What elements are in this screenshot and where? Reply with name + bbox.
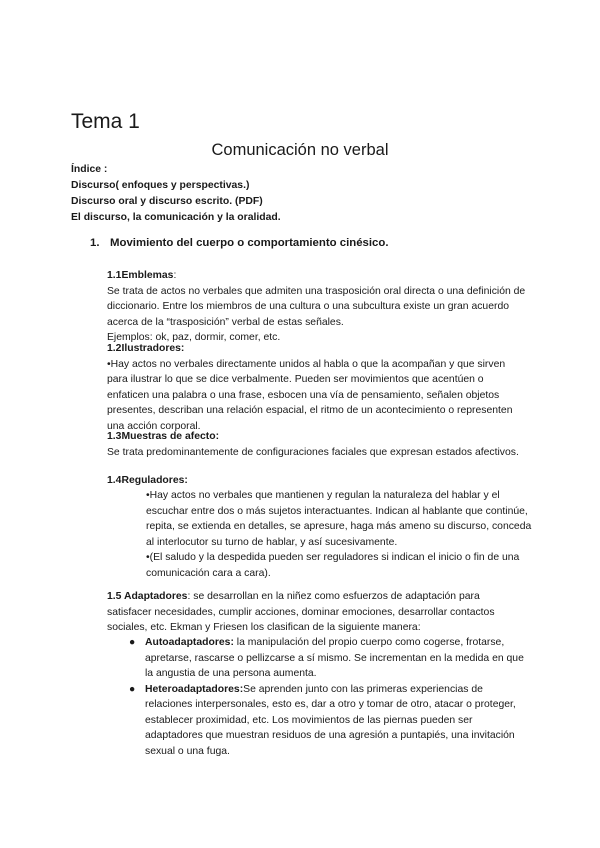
reguladores-text-block [146, 488, 536, 581]
adaptadores-heading: 1.5 Adaptadores [107, 591, 188, 602]
list-item [107, 635, 527, 682]
list-item-text: la manipulación del propio cuerpo como cogerse, frotarse, apretarse, rascarse o pellizcarse a sí mismo. Se incrementan en la medida en que la angustia de una persona aumenta. [145, 637, 524, 679]
adaptadores-block [107, 589, 527, 636]
emblemas-colon: : [173, 270, 177, 281]
emblemas-heading: 1.1Emblemas [107, 270, 174, 281]
index-item: Discurso( enfoques y perspectivas.) [71, 180, 250, 191]
section-number: 1. [90, 237, 100, 249]
ilustradores-heading: 1.2Ilustradores: [107, 343, 185, 354]
emblemas-block [107, 268, 527, 346]
afecto-text: Se trata predominantemente de configuraciones faciales que expresan estados afectivos. [107, 446, 519, 458]
list-item [107, 682, 527, 760]
list-item-text: Se aprenden junto con las primeras experiencias de relaciones interpersonales, esto es, dar a otro y tomar de otro, atacar o proteger, establecer proximidad, etc. Los movimientos de las piernas pueden ser adaptadores que muestran residuos de una agresión a puntapiés, una invitación sexual o una fuga. [145, 683, 516, 757]
index-heading: Índice : [71, 164, 108, 175]
bullet-icon: ● [129, 683, 136, 695]
emblemas-text: Se trata de actos no verbales que admiten una trasposición oral directa o una definición de diccionario. Entre los miembros de una cultura o una subcultura existe un gran acuerdo acerca de la “trasposición” verbal de estas señales. [107, 285, 526, 328]
emblemas-examples: Ejemplos: ok, paz, dormir, comer, etc. [107, 332, 281, 343]
index-item: Discurso oral y discurso escrito. (PDF) [71, 196, 263, 207]
document-subtitle [0, 141, 600, 160]
section-title: Movimiento del cuerpo o comportamiento cinésico. [110, 237, 389, 249]
reguladores-text-1: •Hay actos no verbales que mantienen y regulan la naturaleza del hablar y el escuchar entre dos o más sujetos interactuantes. Indican al hablante que continúe, repita, se extienda en detalles, se apresure, haga más ameno su discurso, conceda al interlocutor su turno de hablar, y así sucesivamente. [146, 490, 532, 548]
afecto-block [107, 429, 527, 460]
afecto-heading: 1.3Muestras de afecto: [107, 431, 220, 442]
ilustradores-block [107, 341, 527, 434]
reguladores-text-2: •(El saludo y la despedida pueden ser reguladores si indican el inicio o fin de una comunicación cara a cara). [146, 552, 520, 579]
index-block [71, 162, 281, 226]
section-heading [90, 237, 388, 249]
list-item-term: Autoadaptadores: [145, 637, 234, 648]
ilustradores-text: •Hay actos no verbales directamente unidos al habla o que la acompañan y que sirven para ilustrar lo que se dice verbalmente. Pueden ser movimientos que acentúen o enfaticen una palabra o una frase, esbocen una vía de pensamiento, señalen objetos presentes, describan una relación espacial, el ritmo de un acontecimiento o representen una acción corporal. [107, 358, 513, 432]
reguladores-heading: 1.4Reguladores: [107, 475, 188, 486]
adaptadores-list [107, 635, 527, 759]
bullet-icon: ● [129, 637, 136, 648]
page-title: Tema 1 [71, 110, 140, 133]
list-item-term: Heteroadaptadores: [145, 683, 244, 695]
index-item: El discurso, la comunicación y la oralidad. [71, 212, 281, 223]
reguladores-heading-block [107, 473, 527, 489]
adaptadores-text: : se desarrollan en la niñez como esfuerzos de adaptación para satisfacer necesidades, cumplir acciones, dominar emociones, desarrollar contactos sociales, etc. Ekman y Friesen los clasifican de la siguiente manera: [107, 591, 495, 633]
subtitle-text: Comunicación no verbal [211, 141, 389, 159]
